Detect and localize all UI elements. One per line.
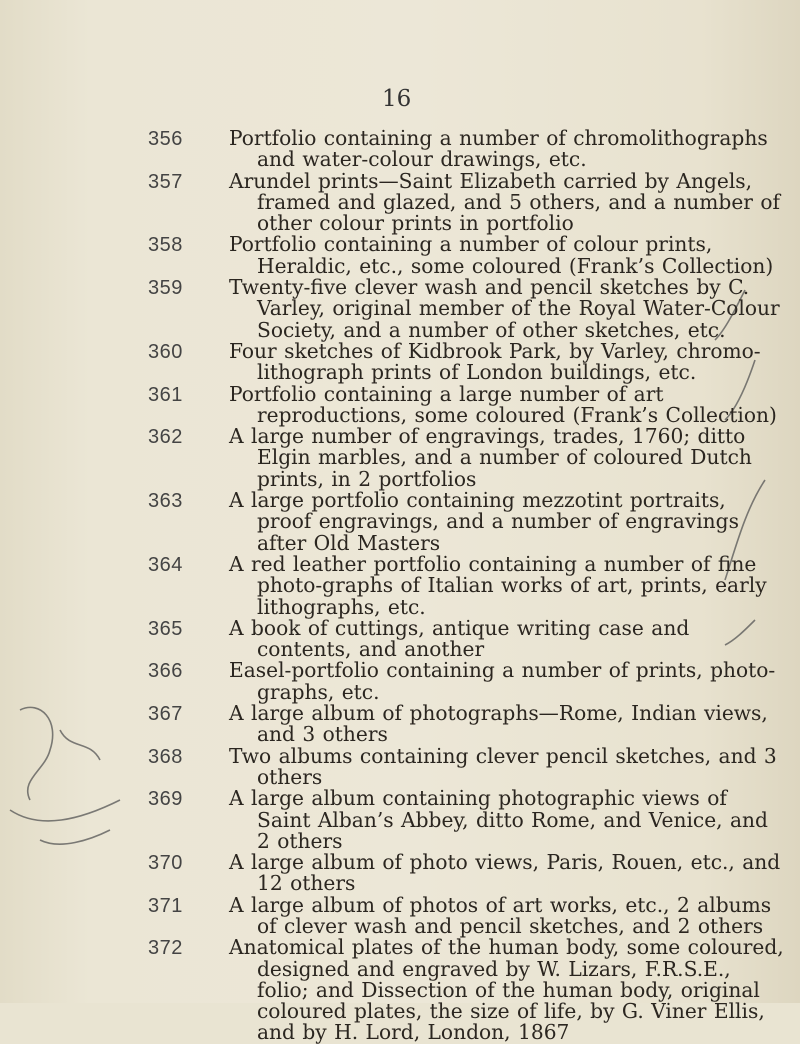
- lot-description: Anatomical plates of the human body, some coloured, designed and engraved by W. Lizars, F.R.S.E., folio; and Dissection of the human body, original coloured plates, the size of life, by G. Viner Ellis, and by H. Lord, London, 1867: [229, 935, 784, 1044]
- lot-description: A large album of photos of art works, etc., 2 albums of clever wash and pencil sketches, and 2 others: [229, 892, 772, 938]
- lot-number: 363: [148, 490, 183, 513]
- lot-description: Two albums containing clever pencil sketches, and 3 others: [229, 743, 777, 789]
- lot-description: A red leather portfolio containing a number of fine photo-graphs of Italian works of art, prints, early lithographs, etc.: [229, 551, 767, 619]
- lot-number: 358: [148, 234, 183, 257]
- lot-number: 372: [148, 937, 183, 960]
- lot-number: 368: [148, 745, 183, 768]
- lot-entry: [0, 892, 800, 938]
- lot-number: 364: [148, 553, 183, 576]
- lot-entry: [0, 234, 800, 277]
- lot-entry: [0, 743, 800, 789]
- lot-description: A large portfolio containing mezzotint portraits, proof engravings, and a number of engravings after Old Masters: [229, 488, 739, 555]
- lot-entry: [0, 490, 800, 554]
- lot-number: 361: [148, 383, 183, 406]
- lot-description: A large album containing photographic views of Saint Alban’s Abbey, ditto Rome, and Venice, and 2 others: [229, 786, 768, 853]
- lot-entry: [0, 128, 800, 171]
- lot-list: [0, 128, 800, 1044]
- lot-number: 357: [148, 170, 183, 193]
- lot-description: A book of cuttings, antique writing case and contents, and another: [229, 615, 690, 662]
- lot-description: A large album of photographs—Rome, Indian views, and 3 others: [229, 701, 768, 747]
- lot-description: Easel-portfolio containing a number of prints, photo-graphs, etc.: [229, 658, 776, 704]
- lot-entry: [0, 937, 800, 1043]
- lot-number: 360: [148, 340, 183, 363]
- lot-description: Twenty-five clever wash and pencil sketches by C. Varley, original member of the Royal Water-Colour Society, and a number of other sketches, etc.: [229, 275, 780, 342]
- lot-entry: [0, 615, 800, 662]
- lot-description: Portfolio containing a large number of art reproductions, some coloured (Frank’s Collection): [229, 381, 777, 427]
- lot-description: Portfolio containing a number of colour prints, Heraldic, etc., some coloured (Frank’s Collection): [229, 232, 774, 278]
- page-number: 16: [382, 86, 412, 112]
- lot-number: 370: [148, 852, 183, 875]
- lot-description: A large album of photo views, Paris, Rouen, etc., and 12 others: [229, 850, 781, 896]
- lot-entry: [0, 426, 800, 490]
- lot-entry: [0, 703, 800, 746]
- lot-entry: [0, 338, 800, 385]
- lot-number: 369: [148, 788, 183, 811]
- lot-entry: [0, 852, 800, 895]
- lot-description: Portfolio containing a number of chromolithographs and water-colour drawings, etc.: [229, 126, 768, 172]
- lot-entry: [0, 660, 800, 703]
- lot-description: Arundel prints—Saint Elizabeth carried by Angels, framed and glazed, and 5 others, and a number of other colour prints in portfolio: [229, 168, 780, 236]
- lot-number: 365: [148, 617, 183, 640]
- lot-entry: [0, 788, 800, 852]
- lot-description: A large number of engravings, trades, 1760; ditto Elgin marbles, and a number of coloured Dutch prints, in 2 portfolios: [229, 424, 752, 491]
- lot-number: 356: [148, 128, 183, 150]
- lot-number: 359: [148, 277, 183, 300]
- lot-entry: [0, 168, 800, 236]
- lot-number: 366: [148, 660, 183, 683]
- lot-entry: [0, 551, 800, 619]
- lot-description: Four sketches of Kidbrook Park, by Varley, chromo-lithograph prints of London buildings, etc.: [229, 338, 761, 385]
- lot-number: 367: [148, 703, 183, 726]
- lot-number: 371: [148, 894, 183, 917]
- lot-entry: [0, 381, 800, 427]
- lot-entry: [0, 277, 800, 341]
- lot-number: 362: [148, 426, 183, 449]
